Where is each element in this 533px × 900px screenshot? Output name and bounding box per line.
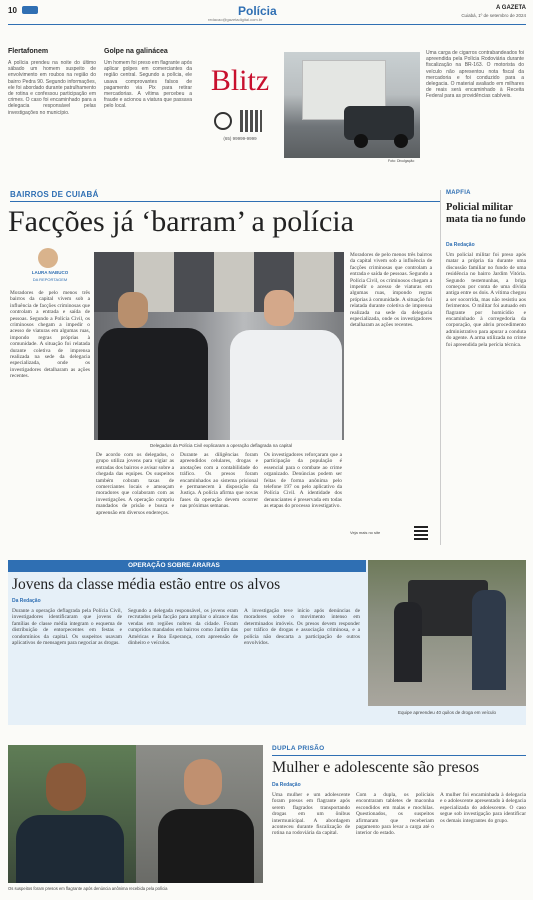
- section-title: Polícia: [238, 4, 277, 18]
- qr-caption: Veja mais no site: [350, 530, 381, 535]
- band-photo-caption: Equipe apreendeu 40 quilos de droga em veículo: [397, 710, 497, 715]
- bottom-headline: Mulher e adolescente são presos: [272, 759, 480, 776]
- band-byline: Da Redação: [12, 598, 41, 604]
- header-date: Cuiabá, 1º de setembro de 2024: [461, 13, 526, 18]
- author-name: LAURA NABUCO: [31, 270, 69, 275]
- author-role: DA REPORTAGEM: [32, 277, 68, 282]
- band-kicker-bar: [8, 560, 366, 572]
- main-headline: Facções já ‘barram’ a polícia: [8, 205, 354, 238]
- section-subtitle: redacao@gazetadigital.com.br: [208, 17, 263, 22]
- bottom-col-2: Com a dupla, os policiais encontraram tabletes de maconha escondidos em malas e mochilas. Questionados, os suspeitos afirmaram que receberiam pagamento para levar a carga até o interior do estado.: [356, 792, 434, 837]
- side-headline: Policial militar mata tia no fundo: [446, 202, 526, 225]
- brief-3-body: Uma carga de cigarros contrabandeados foi apreendida pela Polícia Rodoviária durante fiscalização na BR-163. O motorista do veículo não apresentou nota fiscal da mercadoria e foi conduzido para a delegacia. O material avaliado em milhares de reais será encaminhado à Receita Federal para as providências cabíveis.: [426, 50, 524, 100]
- brief-1-title: Flertafonem: [8, 48, 49, 55]
- brief-2-title: Golpe na galinácea: [104, 48, 168, 55]
- author-avatar: [38, 248, 58, 268]
- cargo-photo-caption: Foto: Divulgação: [388, 159, 415, 163]
- band-col-1: Durante a operação deflagrada pela Polícia Civil, investigadores identificaram que jovens de famílias de classe média integram o esquema de distribuição de entorpecentes em festas e condomínios da capital. Os suspeitos usavam aplicativos de mensagem para negociar as drogas.: [12, 608, 122, 647]
- bottom-kicker-rule: [272, 755, 526, 756]
- main-kicker-rule: [10, 201, 440, 202]
- main-photo-caption: Delegados da Polícia Civil explicaram a operação deflagrada na capital: [149, 443, 293, 448]
- side-kicker: MAPFIA: [446, 190, 471, 196]
- band-headline: Jovens da classe média estão entre os alvos: [12, 576, 281, 593]
- blitz-title: Blitz: [210, 64, 270, 97]
- qr-code-icon: [414, 526, 428, 540]
- blitz-box: [196, 54, 284, 162]
- whatsapp-icon: [214, 112, 232, 130]
- header-logo-icon: [22, 6, 38, 14]
- qr-code-icon: [240, 110, 262, 132]
- main-col-5: Moradores de pelo menos três bairros da capital vivem sob a influência de facções criminosas que controlam a entrada e saída de pessoas. Segundo a Polícia Civil, os criminosos chegam a impedir o acesso de viaturas em algumas ruas, impondo regras próprias à comunidade. A situação foi relatada durante coletiva de imprensa realizada na sede da delegacia especializada, onde os investigadores detalharam as ações recentes.: [350, 252, 432, 329]
- band-story: [8, 560, 526, 725]
- side-byline: Da Redação: [446, 242, 475, 248]
- band-col-3: A investigação teve início após denúncias de moradores sobre o movimento intenso em determinados imóveis. Os presos devem responder por tráfico de drogas e associação criminosa, e a polícia não descarta a participação de outros envolvidos.: [244, 608, 360, 647]
- side-body: Um policial militar foi preso após matar a própria tia durante uma discussão familiar no fundo de uma residência no bairro Jardim Vitória. Segundo testemunhas, a briga começou por conta de uma dívida antiga entre os dois. A vítima chegou a ser socorrida, mas não resistiu aos ferimentos. O militar foi autuado em flagrante por homicídio e encaminhado à corregedoria da corporação, que abriu procedimento administrativo para apurar a conduta do agente. A arma utilizada no crime foi apreendida pela perícia técnica.: [446, 252, 526, 348]
- main-col-2: De acordo com os delegados, o grupo utiliza jovens para vigiar as entradas dos bairros e avisar sobre a chegada das equipes. Os suspeitos também cobram taxas de comerciantes locais e ameaçam moradores que colaboram com as investigações. A operação cumpriu mandados de prisão e busca e apreensão em diversos endereços.: [96, 452, 174, 516]
- top-strip: [8, 48, 526, 166]
- brand: A GAZETA: [496, 5, 526, 11]
- police-officers-photo: [94, 252, 344, 440]
- bottom-byline: Da Redação: [272, 782, 301, 788]
- suspects-photo-caption: Os suspeitos foram presos em flagrante após denúncia anônima recebida pela polícia: [8, 886, 168, 891]
- bottom-col-3: A mulher foi encaminhada à delegacia e o adolescente apresentado à delegacia especializada do adolescente. O caso segue sob investigação para identificar os demais integrantes do grupo.: [440, 792, 526, 824]
- bottom-kicker: DUPLA PRISÃO: [272, 745, 325, 752]
- band-kicker: OPERAÇÃO SOBRE ARARAS: [128, 562, 220, 569]
- main-kicker: BAIRROS DE CUIABÁ: [10, 190, 99, 199]
- band-col-2: Segundo a delegada responsável, os jovens eram recrutados pela facção para ampliar o alcance das vendas em regiões nobres da cidade. Foram cumpridos mandados em bairros como Jardim das Américas e Boa Esperança, com apreensão de dinheiro e veículos.: [128, 608, 238, 647]
- bottom-col-1: Uma mulher e um adolescente foram presos em flagrante após serem flagrados transportando drogas em um ônibus intermunicipal. A abordagem aconteceu durante fiscalização de rotina na rodoviária da capital.: [272, 792, 350, 837]
- main-col-3: Durante as diligências foram apreendidos celulares, drogas e anotações com a contabilidade do tráfico. Os presos foram encaminhados ao sistema prisional e permanecem à disposição da Justiça. A polícia afirma que novas fases da operação devem ocorrer nas próximas semanas.: [180, 452, 258, 510]
- brief-1-body: A polícia prendeu na noite do último sábado um homem suspeito de envolvimento em roubos na região do bairro Pedra 90. Segundo informações, ele foi abordado durante patrulhamento de rotina e confessou participação em crimes. O caso foi encaminhado para a delegacia responsável pelas investigações no município.: [8, 60, 96, 116]
- suspects-photo: [8, 745, 263, 883]
- main-col-1: Moradores de pelo menos três bairros da capital vivem sob a influência de facções criminosas que controlam a entrada e saída de pessoas. Segundo a Polícia Civil, os criminosos chegam a impedir o acesso de viaturas em algumas ruas, impondo regras próprias à comunidade. A situação foi relatada durante coletiva de imprensa realizada na sede da delegacia especializada, onde os investigadores detalharam as ações recentes.: [10, 290, 90, 380]
- drug-seizure-photo: [368, 560, 526, 706]
- brief-2-body: Um homem foi preso em flagrante após aplicar golpes em comerciantes da região central. Segundo a polícia, ele usava comprovantes falsos de pagamento via Pix para retirar mercadorias. A vítima percebeu a fraude e acionou a viatura que passava pelo local.: [104, 60, 192, 110]
- side-divider: [440, 190, 441, 545]
- header: [8, 4, 526, 25]
- cargo-truck-photo: [284, 52, 420, 158]
- main-col-4: Os investigadores reforçaram que a participação da população é essencial para o combate ao crime organizado. Denúncias podem ser feitas de forma anônima pelo telefone 197 ou pelo aplicativo da Polícia Civil. A identidade dos denunciantes é preservada em todas as etapas do processo investigativo.: [264, 452, 342, 510]
- page-number: 10: [8, 6, 17, 15]
- blitz-phone: (65) 99999-9999: [223, 136, 257, 141]
